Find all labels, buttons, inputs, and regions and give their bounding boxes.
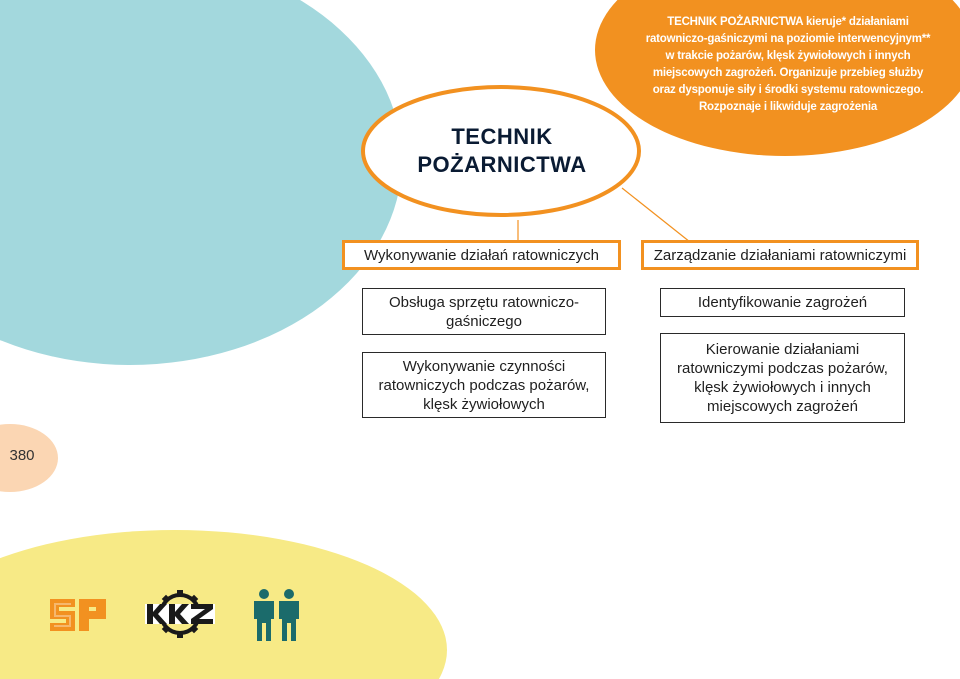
column-header-left: Wykonywanie działań ratowniczych: [342, 240, 621, 270]
teal-blob: [0, 0, 402, 365]
two-people-icon: [252, 588, 302, 642]
task-box: Wykonywanie czynności ratowniczych podczas pożarów, klęsk żywiołowych: [362, 352, 606, 418]
callout-text: TECHNIK POŻARNICTWA kieruje* działaniami ratowniczo-gaśniczymi na poziomie interwencyjnym** w trakcie pożarów, klęsk żywiołowych i innych miejscowych zagrożeń. Organizuje przebieg służby oraz dysponuje siły i środki systemu ratowniczego. Rozpoznaje i likwiduje zagrożenia: [645, 16, 931, 113]
page-title: [364, 123, 640, 179]
column-header-right: Zarządzanie działaniami ratowniczymi: [641, 240, 919, 270]
task-box: Kierowanie działaniami ratowniczymi podczas pożarów, klęsk żywiołowych i innych miejscowych zagrożeń: [660, 333, 905, 423]
kkz-logo: [143, 590, 217, 638]
connector-line-right: [622, 188, 690, 242]
page-number: 380: [9, 447, 35, 464]
task-box: Obsługa sprzętu ratowniczo-gaśniczego: [362, 288, 606, 335]
task-box: Identyfikowanie zagrożeń: [660, 288, 905, 317]
title-line-1: TECHNIK: [451, 124, 553, 149]
title-line-2: POŻARNICTWA: [417, 152, 587, 177]
sp-logo: [48, 595, 110, 635]
